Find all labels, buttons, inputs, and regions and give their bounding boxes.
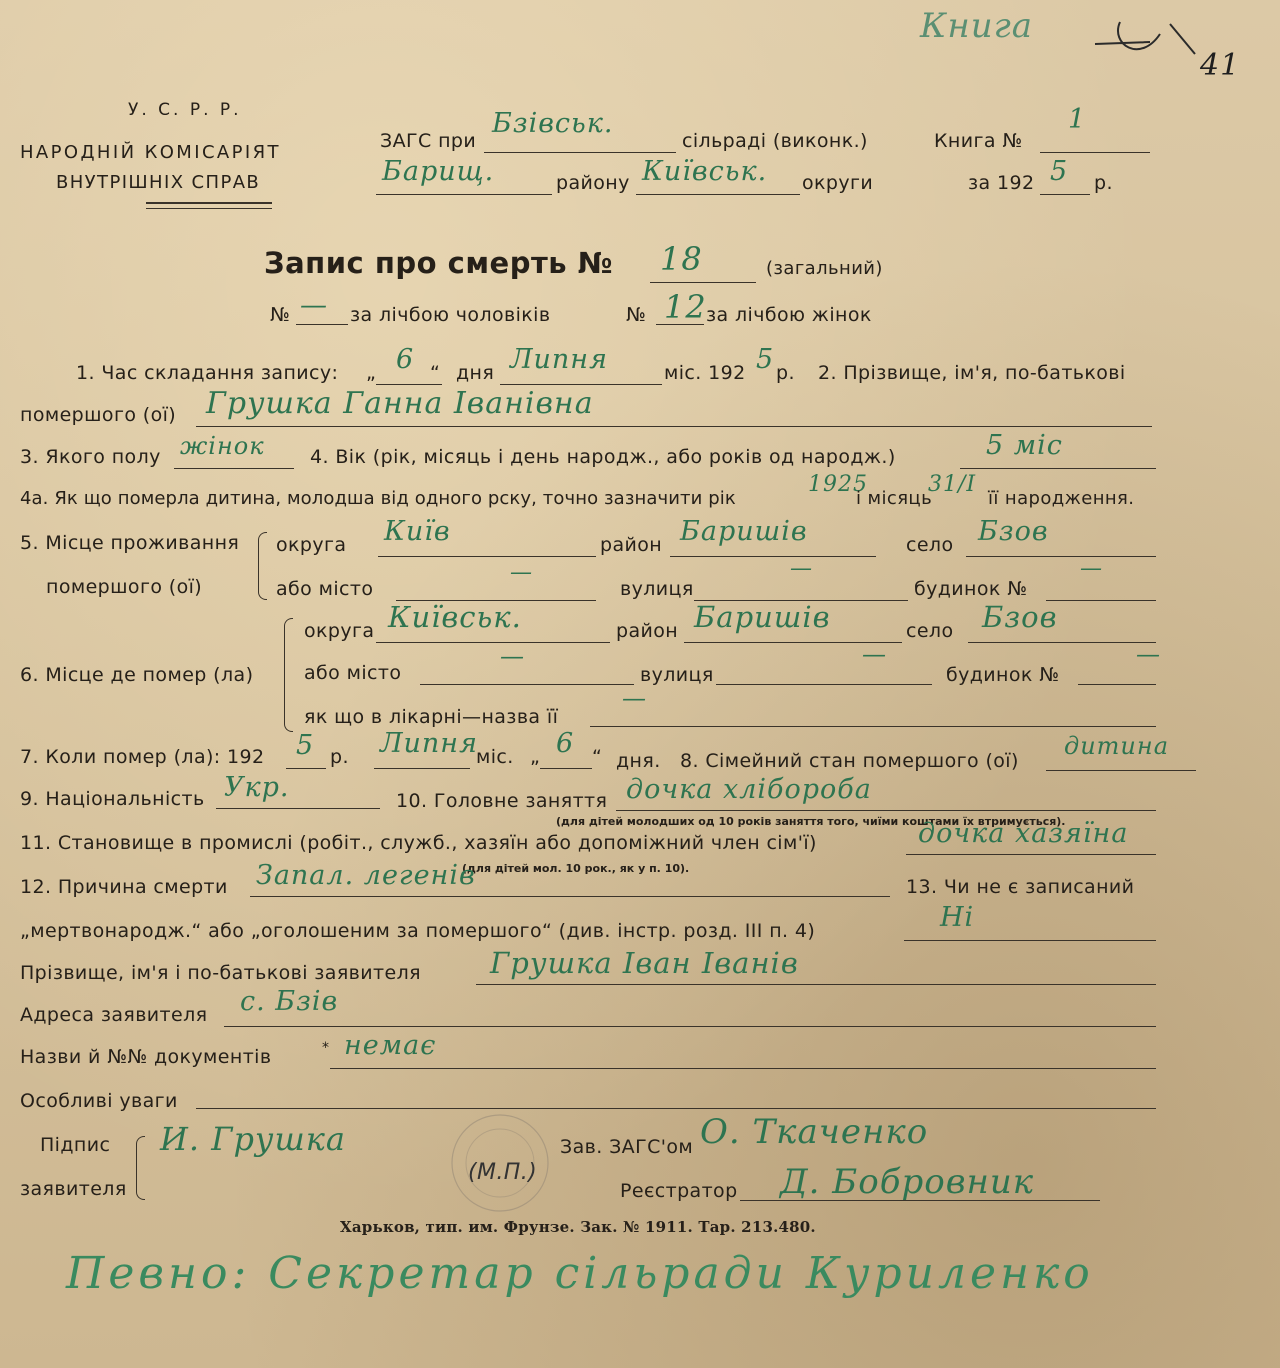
birth-year-value: 1925 [808, 472, 868, 497]
field-7-quote-close: “ [592, 746, 603, 768]
female-count-label: за лічбою жінок [706, 304, 872, 326]
hospital-line [590, 726, 1156, 727]
field-1-month-value: Липня [510, 344, 608, 375]
field-13-label-2: „мертвонародж.“ або „оголошеним за помершого“ (див. інстр. розд. III п. 4) [20, 920, 816, 942]
residence-raion-line [670, 556, 876, 557]
field-5-label-2: помершого (ої) [46, 576, 203, 598]
registrar-label: Реєстратор [620, 1180, 738, 1202]
death-street-line [716, 684, 932, 685]
death-selo-value: Бзов [982, 600, 1058, 634]
age-line [960, 468, 1156, 469]
field-7-quote-open: „ [530, 746, 541, 768]
field-4a-label: 4а. Як що померла дитина, молодша від одного рску, точно зазначити рік [20, 488, 736, 509]
field-7-label: 7. Коли помер (ла): 192 [20, 746, 265, 768]
zags-prefix: ЗАГС при [380, 130, 477, 152]
field-5-brace [258, 532, 267, 600]
death-month-value: Липня [380, 728, 478, 759]
female-count-prefix: № [626, 304, 647, 326]
field-10-note: (для дітей молодших од 10 років заняття того, чиїми коштами їх втримується). [556, 815, 1066, 828]
residence-selo-line [966, 556, 1156, 557]
field-3-label: 3. Якого полу [20, 446, 161, 468]
death-year-value: 5 [296, 730, 315, 761]
field-5-city-label: або місто [276, 578, 374, 600]
residence-selo-value: Бзов [978, 516, 1049, 547]
documents-label: Назви й №№ документів [20, 1046, 272, 1068]
remarks-label: Особливі уваги [20, 1090, 178, 1112]
documents-footnote-mark: * [322, 1040, 330, 1056]
book-label: Книга № [934, 130, 1023, 152]
year-digit-line [1040, 194, 1090, 195]
field-10-label: 10. Головне заняття [396, 790, 608, 812]
field-6-city-label: або місто [304, 662, 402, 684]
age-value: 5 міс [986, 430, 1063, 461]
stillborn-value: Ні [940, 902, 975, 933]
death-city-line [420, 684, 634, 685]
record-number-line [650, 282, 756, 283]
sex-line [174, 468, 294, 469]
header-state: У. С. Р. Р. [128, 100, 242, 120]
field-4a-month-label: і місяць [856, 488, 933, 509]
death-raion-value: Баришів [694, 600, 831, 634]
female-count-line [656, 324, 704, 325]
record-number-value: 18 [660, 240, 703, 278]
death-day-value: 6 [556, 728, 575, 759]
field-5-house-label: будинок № [914, 578, 1028, 600]
position-line [906, 854, 1156, 855]
signature-label-1: Підпис [40, 1134, 111, 1156]
head-signature: О. Ткаченко [700, 1112, 929, 1152]
field-2-label: 2. Прізвище, ім'я, по-батькові [818, 362, 1126, 384]
field-2-label-2: помершого (ої) [20, 404, 177, 426]
page-number-note: 41 [1200, 48, 1241, 83]
year-prefix: за 192 [968, 172, 1035, 194]
okruha-line [636, 194, 800, 195]
male-count-value: — [300, 290, 328, 321]
applicant-signature: И. Грушка [160, 1120, 346, 1158]
applicant-address-line [224, 1026, 1156, 1027]
field-5-label: 5. Місце проживання [20, 532, 240, 554]
cause-of-death-line [250, 896, 890, 897]
field-5-street-label: вулиця [620, 578, 694, 600]
zags-village-line [484, 152, 676, 153]
death-house-value: — [1136, 640, 1161, 668]
field-12-label: 12. Причина смерти [20, 876, 228, 898]
book-number-line [1040, 152, 1150, 153]
district-line [376, 194, 552, 195]
nationality-line [216, 808, 380, 809]
printer-imprint: Харьков, тип. им. Фрунзе. Зак. № 1911. Тар. 213.480. [340, 1218, 816, 1236]
field-6-house-label: будинок № [946, 664, 1060, 686]
applicant-address-label: Адреса заявителя [20, 1004, 208, 1026]
death-selo-line [968, 642, 1156, 643]
field-6-hospital-label: як що в лікарні—назва її [304, 706, 559, 728]
field-1-day-label: дня [456, 362, 495, 384]
remarks-line [196, 1108, 1156, 1109]
position-value: дочка хазяїна [918, 818, 1129, 849]
applicant-name-line [476, 984, 1156, 985]
field-1-year-value: 5 [756, 344, 775, 375]
field-6-label: 6. Місце де помер (ла) [20, 664, 254, 686]
deceased-name-value: Грушка Ганна Іванівна [206, 386, 594, 421]
header-rule-1 [146, 202, 272, 204]
male-count-prefix: № [270, 304, 291, 326]
year-digit-value: 5 [1050, 156, 1069, 187]
stillborn-line [904, 940, 1156, 941]
registrar-signature: Д. Бобровник [780, 1162, 1035, 1202]
signature-brace [136, 1136, 145, 1200]
field-5-raion-label: район [600, 534, 663, 556]
field-4-label: 4. Вік (рік, місяць і день народж., або років од народж.) [310, 446, 896, 468]
field-5-selo-label: село [906, 534, 954, 556]
record-title: Запис про смерть № [264, 246, 614, 280]
margin-note-top: Книга [920, 6, 1034, 46]
field-5-okruha-label: округа [276, 534, 347, 556]
residence-street-value: — [790, 556, 813, 581]
margin-scribble [1090, 14, 1200, 74]
field-6-selo-label: село [906, 620, 954, 642]
certification-note: Певно: Секретар сільради Куриленко [66, 1248, 1094, 1299]
death-okruha-line [376, 642, 610, 643]
applicant-name-label: Прізвище, ім'я і по-батькові заявителя [20, 962, 421, 984]
field-6-street-label: вулиця [640, 664, 714, 686]
field-1-year-suffix: р. [776, 362, 795, 384]
field-1-month-line [500, 384, 662, 385]
deceased-name-line [196, 426, 1152, 427]
death-month-line [374, 768, 470, 769]
female-count-value: 12 [664, 288, 707, 326]
documents-value: немає [344, 1030, 437, 1061]
district-value: Барищ. [382, 156, 495, 187]
hospital-value: — [622, 684, 647, 712]
male-count-label: за лічбою чоловіків [350, 304, 551, 326]
occupation-line [616, 810, 1156, 811]
field-9-label: 9. Національність [20, 788, 205, 810]
residence-okruha-value: Київ [384, 516, 451, 547]
residence-house-value: — [1080, 556, 1103, 581]
nationality-value: Укр. [224, 772, 290, 803]
okruha-value: Київськ. [642, 156, 768, 187]
field-6-raion-label: район [616, 620, 679, 642]
header-commissariat-line1: НАРОДНІЙ КОМІСАРІЯТ [20, 142, 281, 163]
cause-of-death-value: Запал. легенів [256, 860, 476, 891]
applicant-name-value: Грушка Іван Іванів [490, 946, 799, 980]
field-8-label: 8. Сімейний стан помершого (ої) [680, 750, 1019, 772]
residence-okruha-line [378, 556, 596, 557]
residence-city-value: — [510, 560, 533, 585]
occupation-value: дочка хлібороба [626, 774, 872, 805]
field-13-label: 13. Чи не є записаний [906, 876, 1135, 898]
field-4a-suffix: її народження. [988, 488, 1135, 509]
birth-month-value: 31/I [928, 472, 977, 497]
field-1-month-label: міс. 192 [664, 362, 746, 384]
field-7-month-label: міс. [476, 746, 514, 768]
applicant-address-value: с. Бзів [240, 986, 339, 1017]
field-6-okruha-label: округа [304, 620, 375, 642]
zags-village-value: Бзівськ. [492, 108, 614, 139]
header-commissariat-line2: ВНУТРІШНІХ СПРАВ [56, 172, 261, 193]
field-11-label: 11. Становище в промислі (робіт., служб., хазяїн або допоміжний член сім'ї) [20, 832, 817, 854]
field-1-quote-open: „ [366, 362, 377, 384]
district-label: району [556, 172, 630, 194]
residence-house-line [1046, 600, 1156, 601]
field-1-quote-close: “ [430, 362, 441, 384]
field-1-label: 1. Час складання запису: [76, 362, 339, 384]
field-7-day-label: дня. [616, 750, 661, 772]
residence-raion-value: Баришів [680, 516, 808, 547]
death-city-value: — [500, 642, 525, 670]
field-1-day-value: 6 [396, 344, 415, 375]
signature-label-2: заявителя [20, 1178, 127, 1200]
death-house-line [1078, 684, 1156, 685]
okruha-label: округи [802, 172, 874, 194]
family-status-line [1046, 770, 1196, 771]
documents-line [330, 1068, 1156, 1069]
death-day-line [540, 768, 592, 769]
family-status-value: дитина [1064, 732, 1169, 760]
seal-mp-mark: (М.П.) [468, 1160, 538, 1185]
field-1-day-line [376, 384, 442, 385]
village-council-label: сільраді (виконк.) [682, 130, 868, 152]
field-7-year-suffix: р. [330, 746, 349, 768]
book-number-value: 1 [1068, 104, 1087, 135]
male-count-line [296, 324, 348, 325]
head-label: Зав. ЗАГС'ом [560, 1136, 694, 1158]
field-6-brace [284, 618, 293, 732]
death-year-line [286, 768, 326, 769]
year-suffix: р. [1094, 172, 1113, 194]
death-street-value: — [862, 640, 887, 668]
sex-value: жінок [180, 432, 265, 460]
field-11-note: (для дітей мол. 10 рок., як у п. 10). [462, 862, 690, 875]
header-rule-2 [146, 208, 272, 209]
death-okruha-value: Київськ. [388, 600, 522, 634]
record-type: (загальний) [766, 258, 883, 279]
